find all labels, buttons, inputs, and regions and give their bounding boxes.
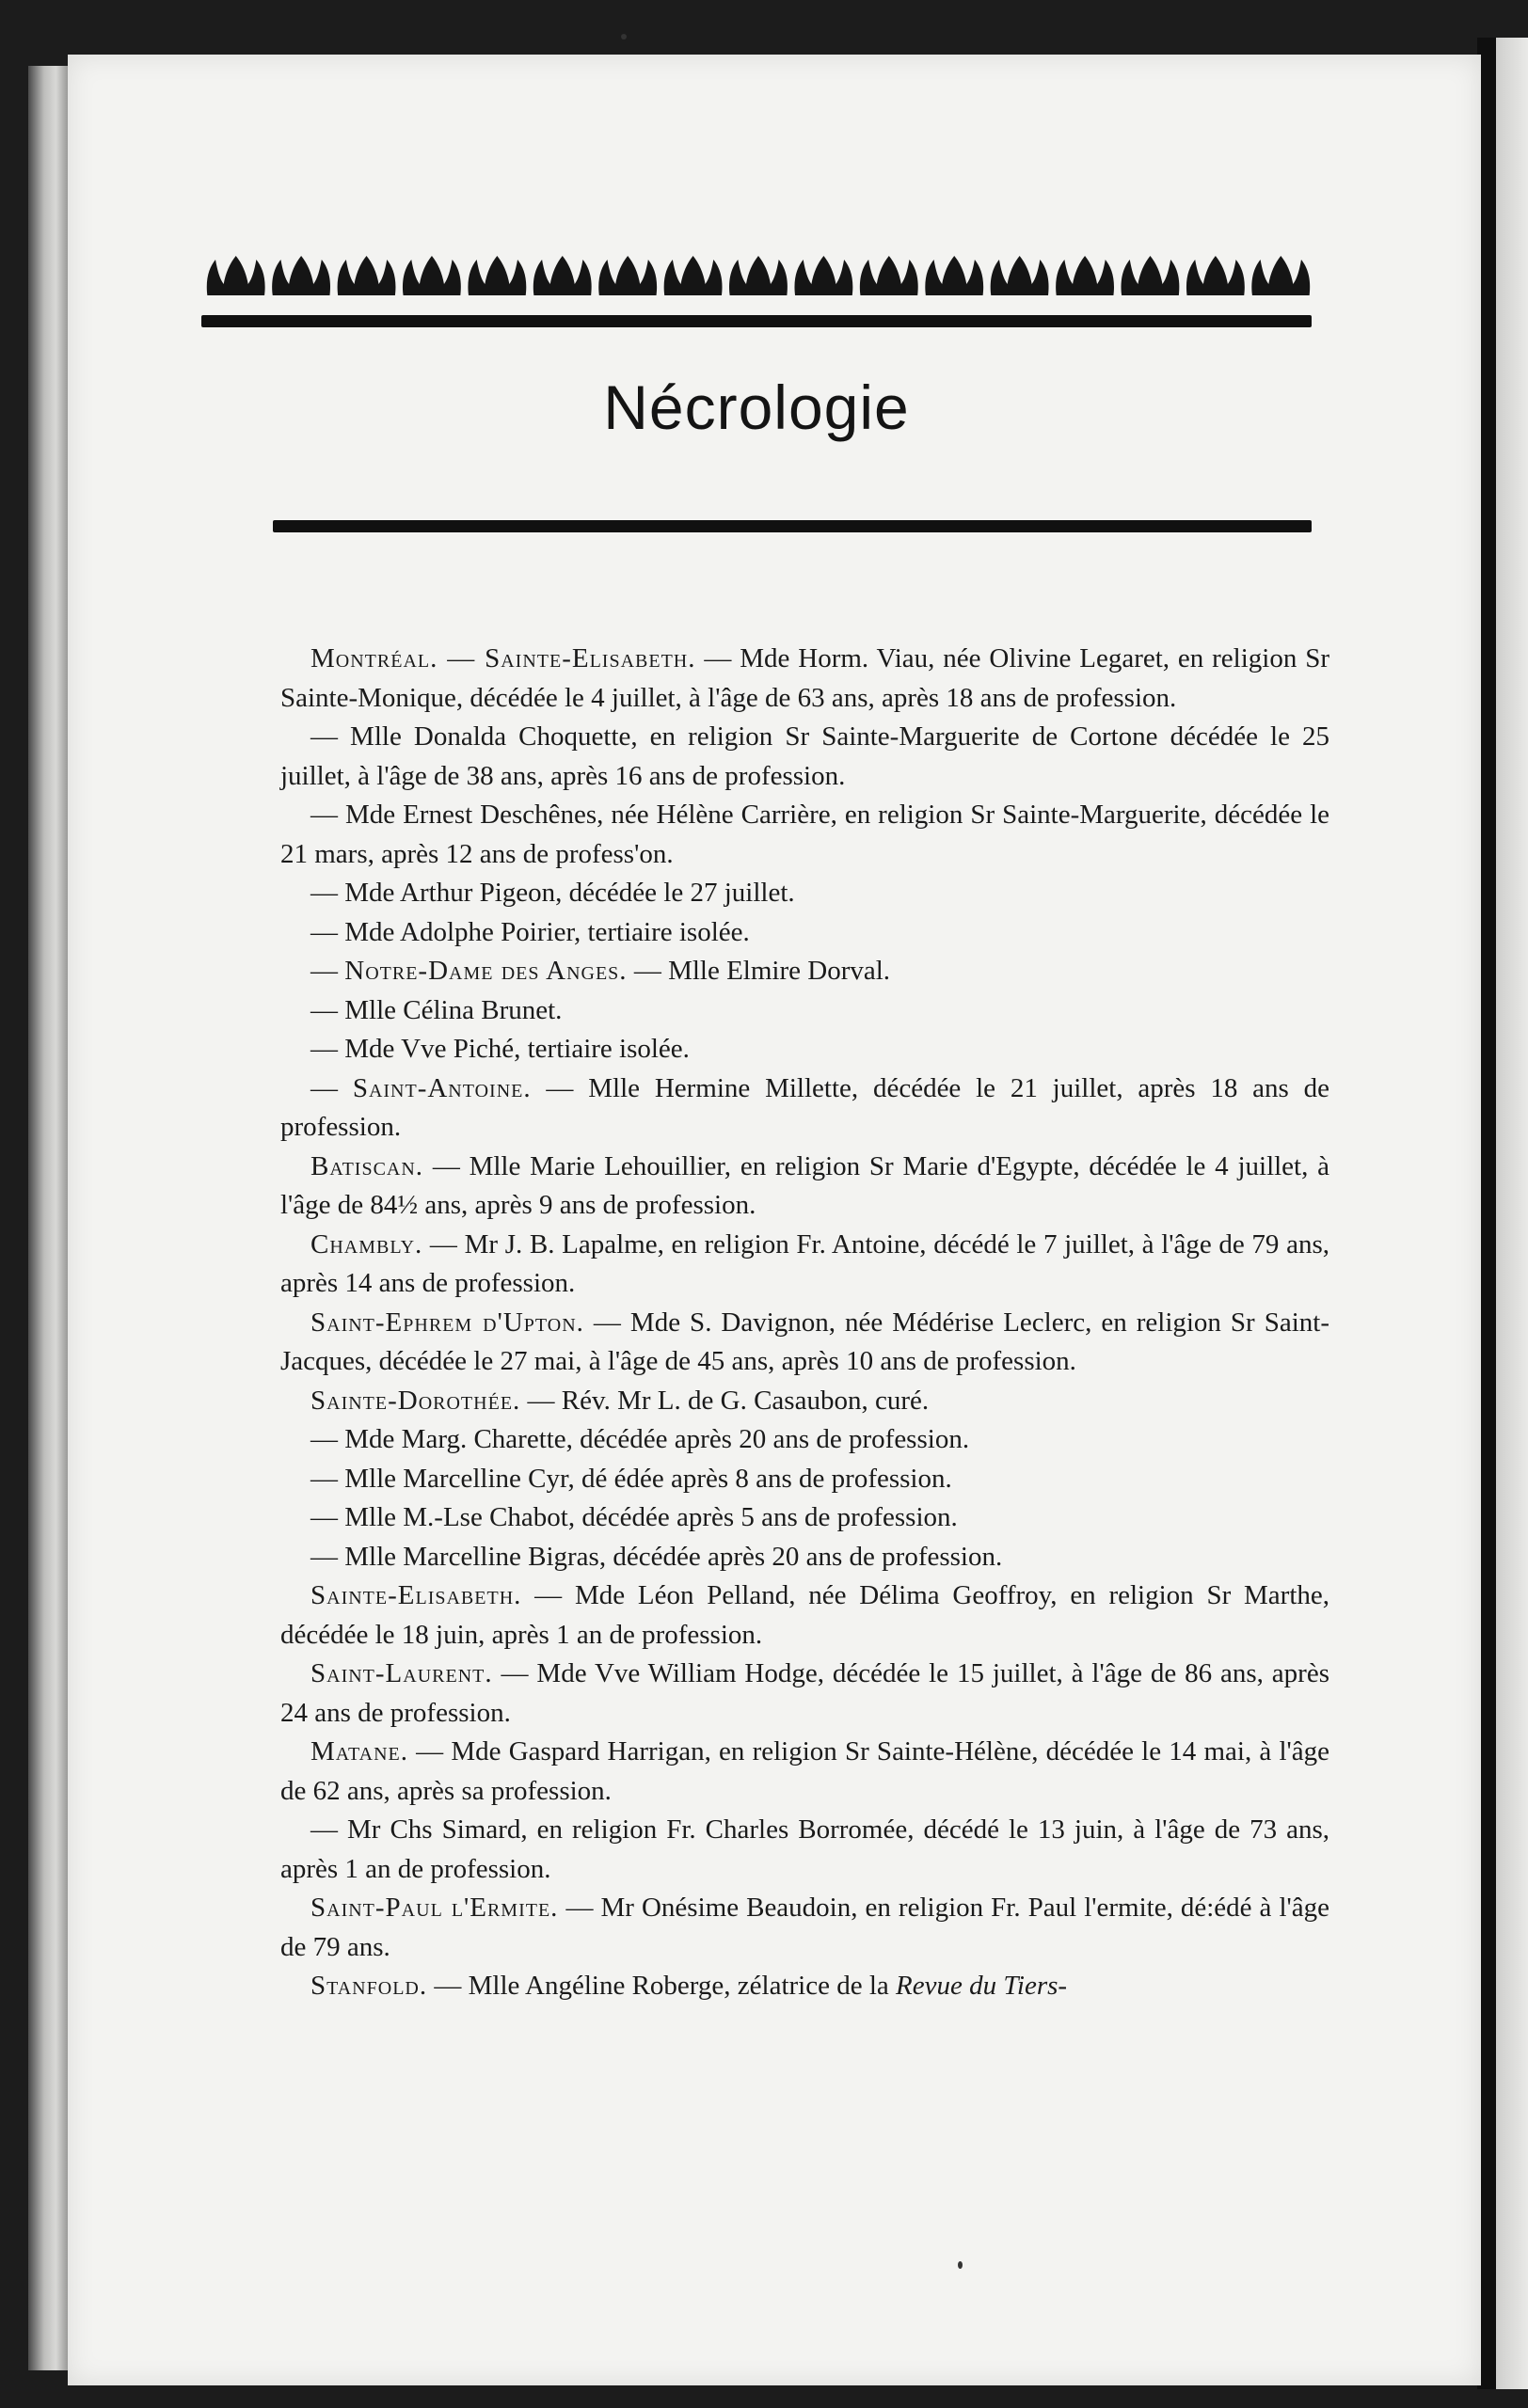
tulip-motif bbox=[1122, 256, 1180, 295]
entry-italic-text: Revue du Tiers- bbox=[896, 1971, 1068, 2001]
necrology-entry bbox=[280, 1967, 1329, 2006]
entry-text: — Mr Onésime Beaudoin, en religion Fr. Paul l'ermite, dé:édé à l'âge de 79 ans. bbox=[280, 1893, 1329, 1962]
necrology-entry bbox=[280, 1538, 1329, 1577]
tulip-ornament-band bbox=[201, 246, 1312, 303]
necrology-entry bbox=[280, 1733, 1329, 1811]
page-title: Nécrologie bbox=[603, 372, 910, 442]
entry-text: — Mde Ernest Deschênes, née Hélène Carrière, en religion Sr Sainte-Marguerite, décédée le 21 mars, après 12 ans de profess'on. bbox=[280, 800, 1329, 869]
tulip-motif bbox=[794, 256, 852, 295]
tulip-motif bbox=[925, 256, 983, 295]
entry-text: — Rév. Mr L. de G. Casaubon, curé. bbox=[520, 1385, 930, 1416]
entry-text: — Mlle Donalda Choquette, en religion Sr Sainte-Marguerite de Cortone décédée le 25 juillet, à l'âge de 38 ans, après 16 ans de profession. bbox=[280, 721, 1329, 791]
tulip-motif bbox=[468, 256, 526, 295]
tulip-motif bbox=[1186, 256, 1245, 295]
necrology-entry bbox=[280, 1498, 1329, 1538]
necrology-entry bbox=[280, 1889, 1329, 1967]
tulip-motif bbox=[991, 256, 1049, 295]
necrology-entry bbox=[280, 1420, 1329, 1460]
entry-place: Sainte-Dorothée. bbox=[310, 1385, 521, 1416]
entry-text: — Mde Vve William Hodge, décédée le 15 juillet, à l'âge de 86 ans, après 24 ans de profession. bbox=[280, 1658, 1329, 1728]
entry-place: Saint-Laurent. bbox=[310, 1658, 493, 1688]
entry-place: Saint-Ephrem d'Upton. bbox=[310, 1307, 584, 1338]
necrology-entry bbox=[280, 1576, 1329, 1655]
tulip-motif bbox=[338, 256, 396, 295]
entry-text: — Mde Vve Piché, tertiaire isolée. bbox=[310, 1034, 690, 1064]
necrology-entry bbox=[280, 640, 1329, 718]
entry-text: — Mde Marg. Charette, décédée après 20 ans de profession. bbox=[310, 1424, 970, 1454]
necrology-entry bbox=[280, 1460, 1329, 1499]
tulip-motif bbox=[403, 256, 461, 295]
necrology-entry bbox=[280, 913, 1329, 953]
tulip-motif bbox=[272, 256, 330, 295]
tulip-motif bbox=[860, 256, 918, 295]
entry-place: Montréal. — Sainte-Elisabeth. bbox=[310, 643, 696, 673]
entry-text: — Mde Arthur Pigeon, décédée le 27 juillet. bbox=[310, 878, 795, 908]
tulip-motif bbox=[1056, 256, 1114, 295]
entry-text: — Mde Adolphe Poirier, tertiaire isolée. bbox=[310, 916, 750, 947]
entry-text: — Mlle Marcelline Bigras, décédée après 20 ans de profession. bbox=[310, 1541, 1003, 1572]
entry-place: Chambly. bbox=[310, 1228, 423, 1259]
dust-speck bbox=[621, 34, 627, 40]
tulip-motif bbox=[598, 256, 657, 295]
necrology-entry bbox=[280, 1226, 1329, 1304]
entry-place: Notre-Dame des Anges. bbox=[344, 956, 628, 986]
entry-text: — Mlle Marie Lehouillier, en religion Sr Marie d'Egypte, décédée le 4 juillet, à l'âge de 84½ ans, après 9 ans de profession. bbox=[280, 1150, 1329, 1220]
necrology-entry bbox=[280, 1069, 1329, 1148]
tulip-motif bbox=[533, 256, 592, 295]
entry-place: Stanfold. bbox=[310, 1971, 428, 2001]
top-rule bbox=[201, 315, 1312, 327]
entry-place: Matane. bbox=[310, 1736, 408, 1766]
entry-text: — Mr Chs Simard, en religion Fr. Charles Borromée, décédé le 13 juin, à l'âge de 73 ans, après 1 an de profession. bbox=[280, 1814, 1329, 1884]
entry-place: Saint-Antoine. bbox=[352, 1072, 532, 1103]
entry-dash: — bbox=[310, 956, 345, 986]
necrology-entry bbox=[280, 1655, 1329, 1733]
entry-text: — Mlle Elmire Dorval. bbox=[627, 956, 891, 986]
necrology-entry bbox=[280, 1382, 1329, 1421]
necrology-entry bbox=[280, 796, 1329, 874]
tulip-motif bbox=[664, 256, 723, 295]
entry-text: — Mr J. B. Lapalme, en religion Fr. Antoine, décédé le 7 juillet, à l'âge de 79 ans, après 14 ans de profession. bbox=[280, 1228, 1329, 1298]
necrology-entry bbox=[280, 1148, 1329, 1226]
entry-place: Saint-Paul l'Ermite. bbox=[310, 1893, 559, 1923]
facing-page-edge bbox=[1496, 38, 1528, 2389]
tulip-motif bbox=[207, 256, 265, 295]
dust-speck bbox=[958, 2261, 963, 2269]
entry-place: Sainte-Elisabeth. bbox=[310, 1580, 522, 1610]
entry-text: — Mde Gaspard Harrigan, en religion Sr Sainte-Hélène, décédée le 14 mai, à l'âge de 62 ans, après sa profession. bbox=[280, 1736, 1329, 1806]
bottom-rule bbox=[273, 520, 1312, 532]
page-left-edge bbox=[28, 66, 68, 2370]
entry-text: — Mlle Marcelline Cyr, dé édée après 8 ans de profession. bbox=[310, 1463, 952, 1494]
entry-text: — Mlle Célina Brunet. bbox=[310, 994, 563, 1025]
entry-text: — Mde Léon Pelland, née Délima Geoffroy, en religion Sr Marthe, décédée le 18 juin, après 1 an de profession. bbox=[280, 1580, 1329, 1650]
entry-dash: — bbox=[310, 1072, 353, 1103]
tulip-motif bbox=[729, 256, 788, 295]
entry-text: — Mde Horm. Viau, née Olivine Legaret, en religion Sr Sainte-Monique, décédée le 4 juillet, à l'âge de 63 ans, après 18 ans de profession. bbox=[280, 643, 1329, 713]
tulip-motif bbox=[1251, 256, 1310, 295]
entry-text: — Mde S. Davignon, née Médérise Leclerc, en religion Sr Saint-Jacques, décédée le 27 mai, à l'âge de 45 ans, après 10 ans de profession. bbox=[280, 1307, 1329, 1376]
necrology-entry bbox=[280, 1304, 1329, 1382]
entry-text: — Mlle M.-Lse Chabot, décédée après 5 ans de profession. bbox=[310, 1502, 958, 1532]
necrology-entry bbox=[280, 874, 1329, 913]
necrology-entry bbox=[280, 991, 1329, 1031]
necrology-entry bbox=[280, 952, 1329, 991]
entry-text: — Mlle Hermine Millette, décédée le 21 juillet, après 18 ans de profession. bbox=[280, 1072, 1330, 1142]
entry-place: Batiscan. bbox=[310, 1150, 424, 1181]
necrology-entry bbox=[280, 1030, 1329, 1069]
necrology-entry bbox=[280, 1811, 1329, 1889]
necrology-entry bbox=[280, 718, 1329, 796]
necrology-entries bbox=[280, 640, 1329, 2006]
entry-text: — Mlle Angéline Roberge, zélatrice de la bbox=[427, 1971, 897, 2001]
